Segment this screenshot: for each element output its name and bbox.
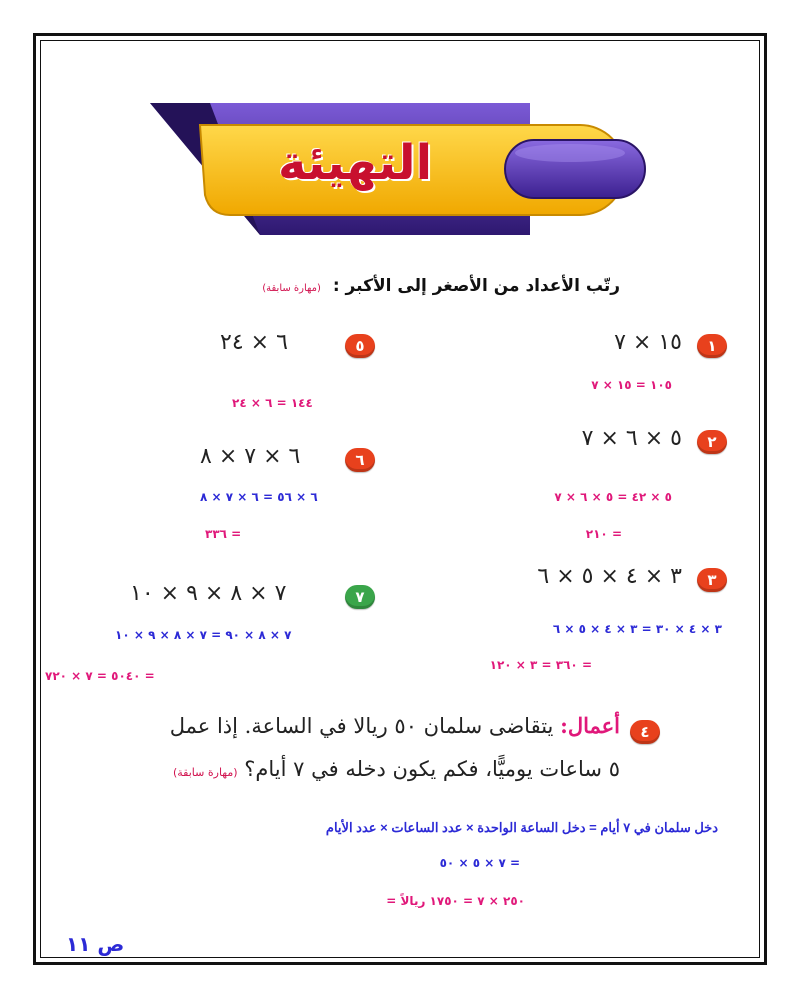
exercise-3-answer-1: ٣ × ٤ × ٣٠ = ٣ × ٤ × ٥ × ٦	[552, 622, 722, 636]
exercise-7-answer-2: ٥٠٤٠ = ٧ × ٧٢٠ =	[45, 669, 155, 683]
exercise-6-expression: ٦ × ٧ × ٨	[200, 444, 301, 469]
number-badge-7: ٧	[345, 585, 375, 609]
problem-line-2	[173, 757, 620, 781]
number-badge-2: ٢	[697, 430, 727, 454]
exercise-6-badge	[345, 448, 375, 472]
instruction-tag: (مهارة سابقة)	[262, 283, 321, 294]
solution-line-2: ٧ × ٥ × ٥٠ =	[439, 856, 520, 870]
exercise-2-expression: ٥ × ٦ × ٧	[581, 426, 682, 451]
section-banner	[150, 95, 670, 240]
exercise-3-badge	[697, 568, 727, 592]
exercise-5-badge	[345, 334, 375, 358]
banner-title: التهيئة	[277, 135, 433, 191]
exercise-2-badge	[697, 430, 727, 454]
exercise-7-badge	[345, 585, 375, 609]
problem-line-1	[170, 713, 620, 738]
instruction-line	[262, 276, 620, 296]
number-badge-4: ٤	[630, 720, 660, 744]
problem-badge	[630, 720, 660, 744]
exercise-7-answer-1: ٧ × ٨ × ٩٠ = ٧ × ٨ × ٩ × ١٠	[115, 628, 292, 642]
exercise-7-expression: ٧ × ٨ × ٩ × ١٠	[130, 581, 287, 606]
exercise-5-expression: ٦ × ٢٤	[220, 330, 288, 355]
exercise-6-answer-1: ٦ × ٥٦ = ٦ × ٧ × ٨	[200, 490, 318, 504]
instruction-text: رتّب الأعداد من الأصغر إلى الأكبر :	[332, 276, 620, 296]
exercise-6-answer-2: ٣٣٦ =	[205, 527, 242, 541]
solution-line-1: دخل سلمان في ٧ أيام = دخل الساعة الواحدة × عدد الساعات × عدد الأيام	[325, 820, 718, 835]
exercise-2-answer-1: ٥ × ٤٢ = ٥ × ٦ × ٧	[554, 490, 672, 504]
solution-line-3: = ٢٥٠ × ٧ = ١٧٥٠ ريالاً	[386, 894, 525, 908]
page-number: ص ١١	[66, 932, 125, 956]
exercise-2-answer-2: ٢١٠ =	[585, 527, 622, 541]
number-badge-6: ٦	[345, 448, 375, 472]
number-badge-1: ١	[697, 334, 727, 358]
problem-tag: (مهارة سابقة)	[172, 766, 238, 779]
problem-lead: أعمال:	[560, 713, 620, 738]
exercise-1-expression: ١٥ × ٧	[614, 330, 682, 355]
number-badge-5: ٥	[345, 334, 375, 358]
exercise-3-expression: ٣ × ٤ × ٥ × ٦	[537, 564, 682, 589]
exercise-3-answer-2: ٣٦٠ = ٣ × ١٢٠ =	[489, 658, 592, 672]
exercise-5-answer-1: ١٤٤ = ٦ × ٢٤	[232, 396, 313, 410]
exercise-1-badge	[697, 334, 727, 358]
exercise-1-answer-1: ١٠٥ = ١٥ × ٧	[591, 378, 672, 392]
problem-text-1: يتقاضى سلمان ٥٠ ريالا في الساعة. إذا عمل	[169, 714, 554, 738]
problem-text-2: ٥ ساعات يوميًّا، فكم يكون دخله في ٧ أيام؟	[244, 757, 620, 781]
number-badge-3: ٣	[697, 568, 727, 592]
